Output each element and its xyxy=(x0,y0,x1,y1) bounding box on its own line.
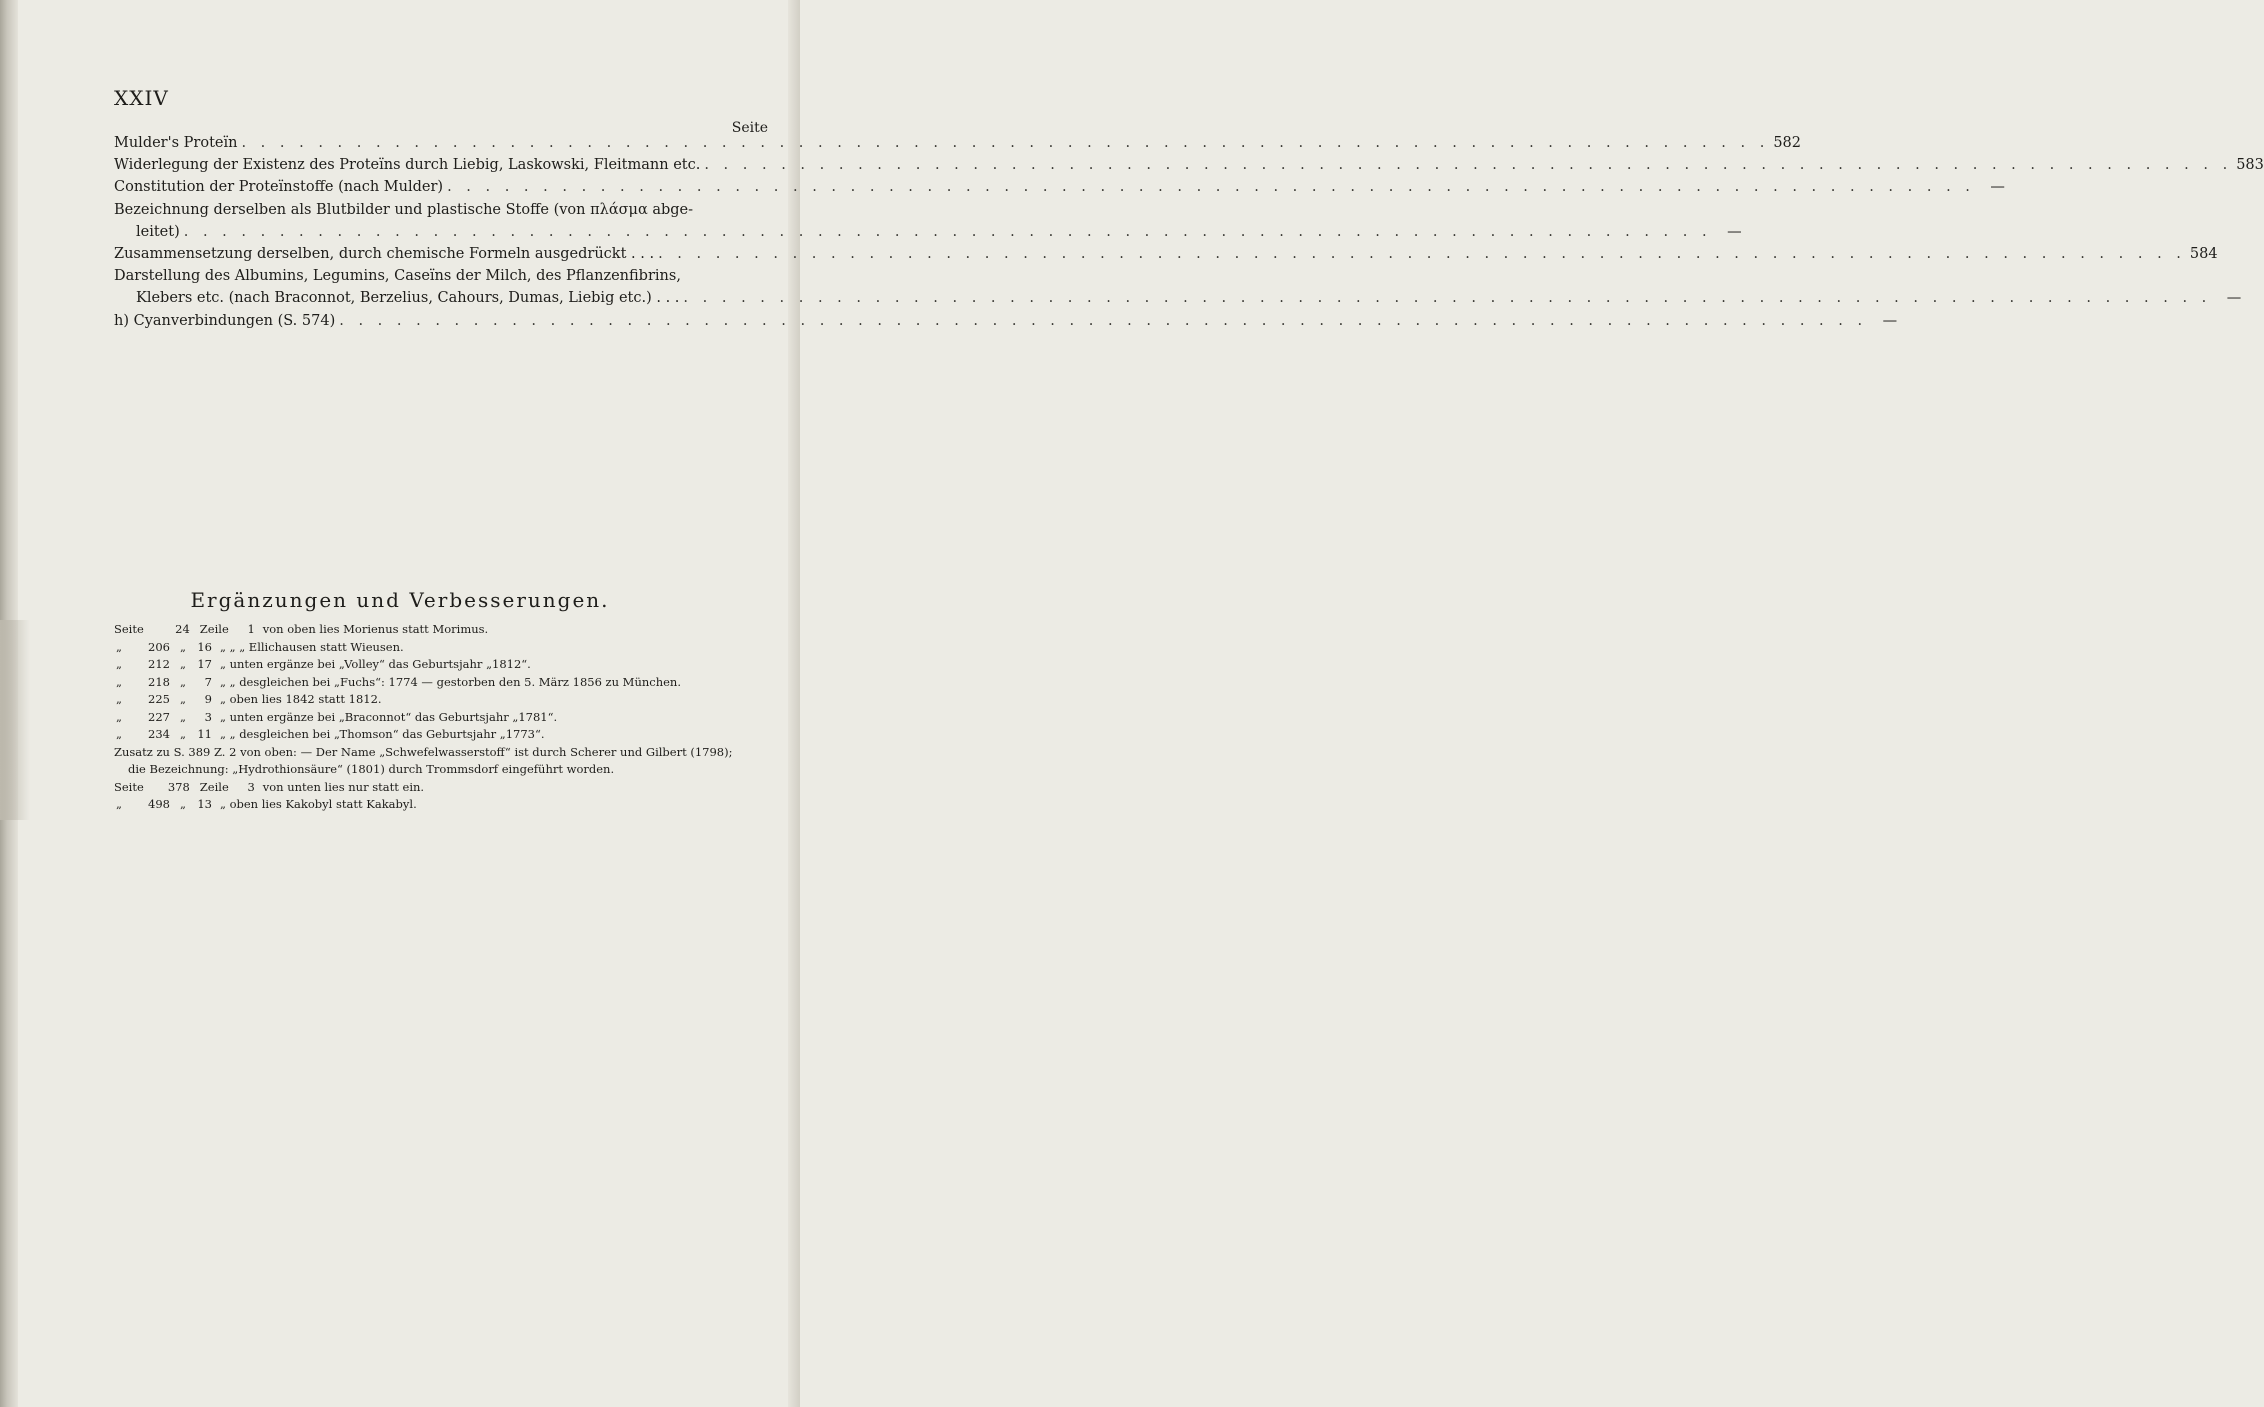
zusatz-line: Zusatz zu S. 389 Z. 2 von oben: — Der Name „Schwefelwasserstoff“ ist durch Scherer und Gilbert (1798); xyxy=(114,744,733,759)
toc-entry-text: leitet) xyxy=(136,223,180,240)
toc-entry xyxy=(114,310,1898,332)
toc-leader-dots: . . . . . . . . . . . . . . . . . . . . . . . . . . . . . . . . . . . . . . . . . . . . . . . . . . . . . . . . . . . . . . . . . . . . . . . . . . . . . . . . xyxy=(241,135,1770,151)
correction-line: 1 xyxy=(247,622,255,636)
correction-page: 24 xyxy=(175,622,190,636)
correction-text: von unten lies nur statt ein. xyxy=(262,779,425,794)
toc-entry xyxy=(114,132,1802,154)
correction-page: 498 xyxy=(148,797,170,811)
correction-page: 225 xyxy=(148,692,170,706)
correction-text: „ unten ergänze bei „Braconnot“ das Geburtsjahr „1781“. xyxy=(219,709,558,724)
toc-entry-page: 583 xyxy=(2236,157,2264,174)
ditto-or-seite: „ xyxy=(116,674,122,689)
toc-entry-page: — xyxy=(1727,223,1742,240)
section-title: Ergänzungen und Verbesserungen. xyxy=(190,588,610,612)
toc-leader-dots: . . . . . . . . . . . . . . . . . . . . . . . . . . . . . . . . . . . . . . . . . . . . . . . . . . . . . . . . . . . . . . . . . . . . . . . . . . . . . . . . xyxy=(683,290,2212,307)
correction-line: 13 xyxy=(197,797,212,811)
correction-entry xyxy=(114,796,784,814)
paper-stain xyxy=(0,620,30,820)
toc-entry-page: 584 xyxy=(2189,246,2218,263)
toc-leader-dots: . . . . . . . . . . . . . . . . . . . . . . . . . . . . . . . . . . . . . . . . . . . . . . . . . . . . . . . . . . . . . . . . . . . . . . . . . . . . . . . . xyxy=(339,312,1868,329)
toc-entry-page: 582 xyxy=(1773,135,1802,151)
correction-line: 11 xyxy=(197,727,212,741)
correction-line: 16 xyxy=(197,639,212,654)
correction-entry xyxy=(114,709,784,727)
zusatz-line: die Bezeichnung: „Hydrothionsäure“ (1801) durch Trommsdorf eingeführt worden. xyxy=(128,762,615,776)
correction-entry xyxy=(114,656,784,674)
toc-entry xyxy=(114,154,2264,176)
toc-entry-page: — xyxy=(2226,290,2242,307)
correction-line: 7 xyxy=(204,674,212,689)
toc-entry-text: Constitution der Proteïnstoffe (nach Mulder) xyxy=(114,179,444,196)
toc-entry xyxy=(114,287,2242,309)
corrections-list xyxy=(114,621,784,814)
toc-leader-dots: . . . . . . . . . . . . . . . . . . . . . . . . . . . . . . . . . . . . . . . . . . . . . . . . . . . . . . . . . . . . . . . . . . . . . . . . . . . . . . . . xyxy=(183,223,1712,240)
correction-entry xyxy=(114,726,784,744)
correction-page: 212 xyxy=(148,657,170,671)
toc-entry-text: Bezeichnung derselben als Blutbilder und plastische Stoffe (von πλάσμα abge- xyxy=(114,201,694,218)
ditto-or-seite: Seite xyxy=(114,779,144,794)
correction-zeile-label: „ xyxy=(180,692,186,706)
correction-text: „ „ „ Ellichausen statt Wieusen. xyxy=(219,639,404,654)
correction-zeile-label: „ xyxy=(180,709,186,724)
toc-entry-text: h) Cyanverbindungen (S. 574) xyxy=(114,312,336,329)
toc-leader-dots: . . . . . . . . . . . . . . . . . . . . . . . . . . . . . . . . . . . . . . . . . . . . . . . . . . . . . . . . . . . . . . . . . . . . . . . . . . . . . . . . xyxy=(658,246,2186,263)
toc-entry-text: Zusammensetzung derselben, durch chemische Formeln ausgedrückt . . . xyxy=(114,246,655,263)
correction-zeile-label: „ xyxy=(180,639,186,654)
correction-text: „ oben lies 1842 statt 1812. xyxy=(219,692,382,706)
ditto-or-seite: „ xyxy=(116,709,122,724)
toc-entry-text: Klebers etc. (nach Braconnot, Berzelius, Cahours, Dumas, Liebig etc.) . . . xyxy=(136,290,680,307)
toc-entry-text: Mulder's Proteïn xyxy=(114,135,238,151)
correction-line: 17 xyxy=(197,657,212,671)
correction-zeile-label: „ xyxy=(180,674,186,689)
ditto-or-seite: „ xyxy=(116,727,122,741)
toc-entry-text: Widerlegung der Existenz des Proteïns durch Liebig, Laskowski, Fleitmann etc. xyxy=(114,157,701,174)
toc-entry xyxy=(114,176,2005,198)
correction-entry xyxy=(114,639,784,657)
correction-line: 3 xyxy=(247,779,255,794)
correction-zeile-label: „ xyxy=(180,727,186,741)
correction-page: 206 xyxy=(148,639,170,654)
correction-entry xyxy=(114,621,784,639)
correction-text: „ oben lies Kakobyl statt Kakabyl. xyxy=(219,797,417,811)
seite-column-header: Seite xyxy=(731,120,768,136)
correction-entry xyxy=(114,779,784,797)
toc-entry-page: — xyxy=(1990,179,2005,196)
correction-text: „ „ desgleichen bei „Thomson“ das Geburtsjahr „1773“. xyxy=(219,727,545,741)
toc-entry xyxy=(114,199,768,221)
correction-entry xyxy=(114,691,784,709)
correction-zeile-label: „ xyxy=(180,657,186,671)
ditto-or-seite: Seite xyxy=(114,622,144,636)
correction-zeile-label: Zeile xyxy=(199,622,229,636)
toc-entry xyxy=(114,243,2218,265)
correction-text: „ unten ergänze bei „Volley“ das Geburtsjahr „1812“. xyxy=(219,657,531,671)
correction-entry xyxy=(114,674,784,692)
ditto-or-seite: „ xyxy=(116,692,122,706)
toc-entry-text: Darstellung des Albumins, Legumins, Caseïns der Milch, des Pflanzenfibrins, xyxy=(114,268,681,285)
toc-entry xyxy=(114,265,768,287)
correction-page: 227 xyxy=(148,709,170,724)
correction-page: 234 xyxy=(148,727,170,741)
toc-entry xyxy=(114,221,1742,243)
correction-zeile-label: „ xyxy=(180,797,186,811)
page-right-edge xyxy=(788,0,800,1407)
toc-leader-dots: . . . . . . . . . . . . . . . . . . . . . . . . . . . . . . . . . . . . . . . . . . . . . . . . . . . . . . . . . . . . . . . . . . . . . . . . . . . . . . . . xyxy=(447,179,1975,196)
correction-text: „ „ desgleichen bei „Fuchs“: 1774 — gestorben den 5. März 1856 zu München. xyxy=(219,674,681,689)
correction-zeile-label: Zeile xyxy=(199,779,229,794)
correction-page: 218 xyxy=(148,674,170,689)
correction-text: von oben lies Morienus statt Morimus. xyxy=(262,622,489,636)
table-of-contents xyxy=(114,132,2264,332)
correction-line: 9 xyxy=(204,692,212,706)
correction-page: 378 xyxy=(167,779,190,794)
toc-leader-dots: . . . . . . . . . . . . . . . . . . . . . . . . . . . . . . . . . . . . . . . . . . . . . . . . . . . . . . . . . . . . . . . . . . . . . . . . . . . . . . . . xyxy=(704,157,2233,174)
ditto-or-seite: „ xyxy=(116,657,122,671)
ditto-or-seite: „ xyxy=(116,797,122,811)
page-number: XXIV xyxy=(114,86,169,110)
toc-entry-page: — xyxy=(1882,312,1898,329)
correction-line: 3 xyxy=(204,709,212,724)
ditto-or-seite: „ xyxy=(116,639,122,654)
